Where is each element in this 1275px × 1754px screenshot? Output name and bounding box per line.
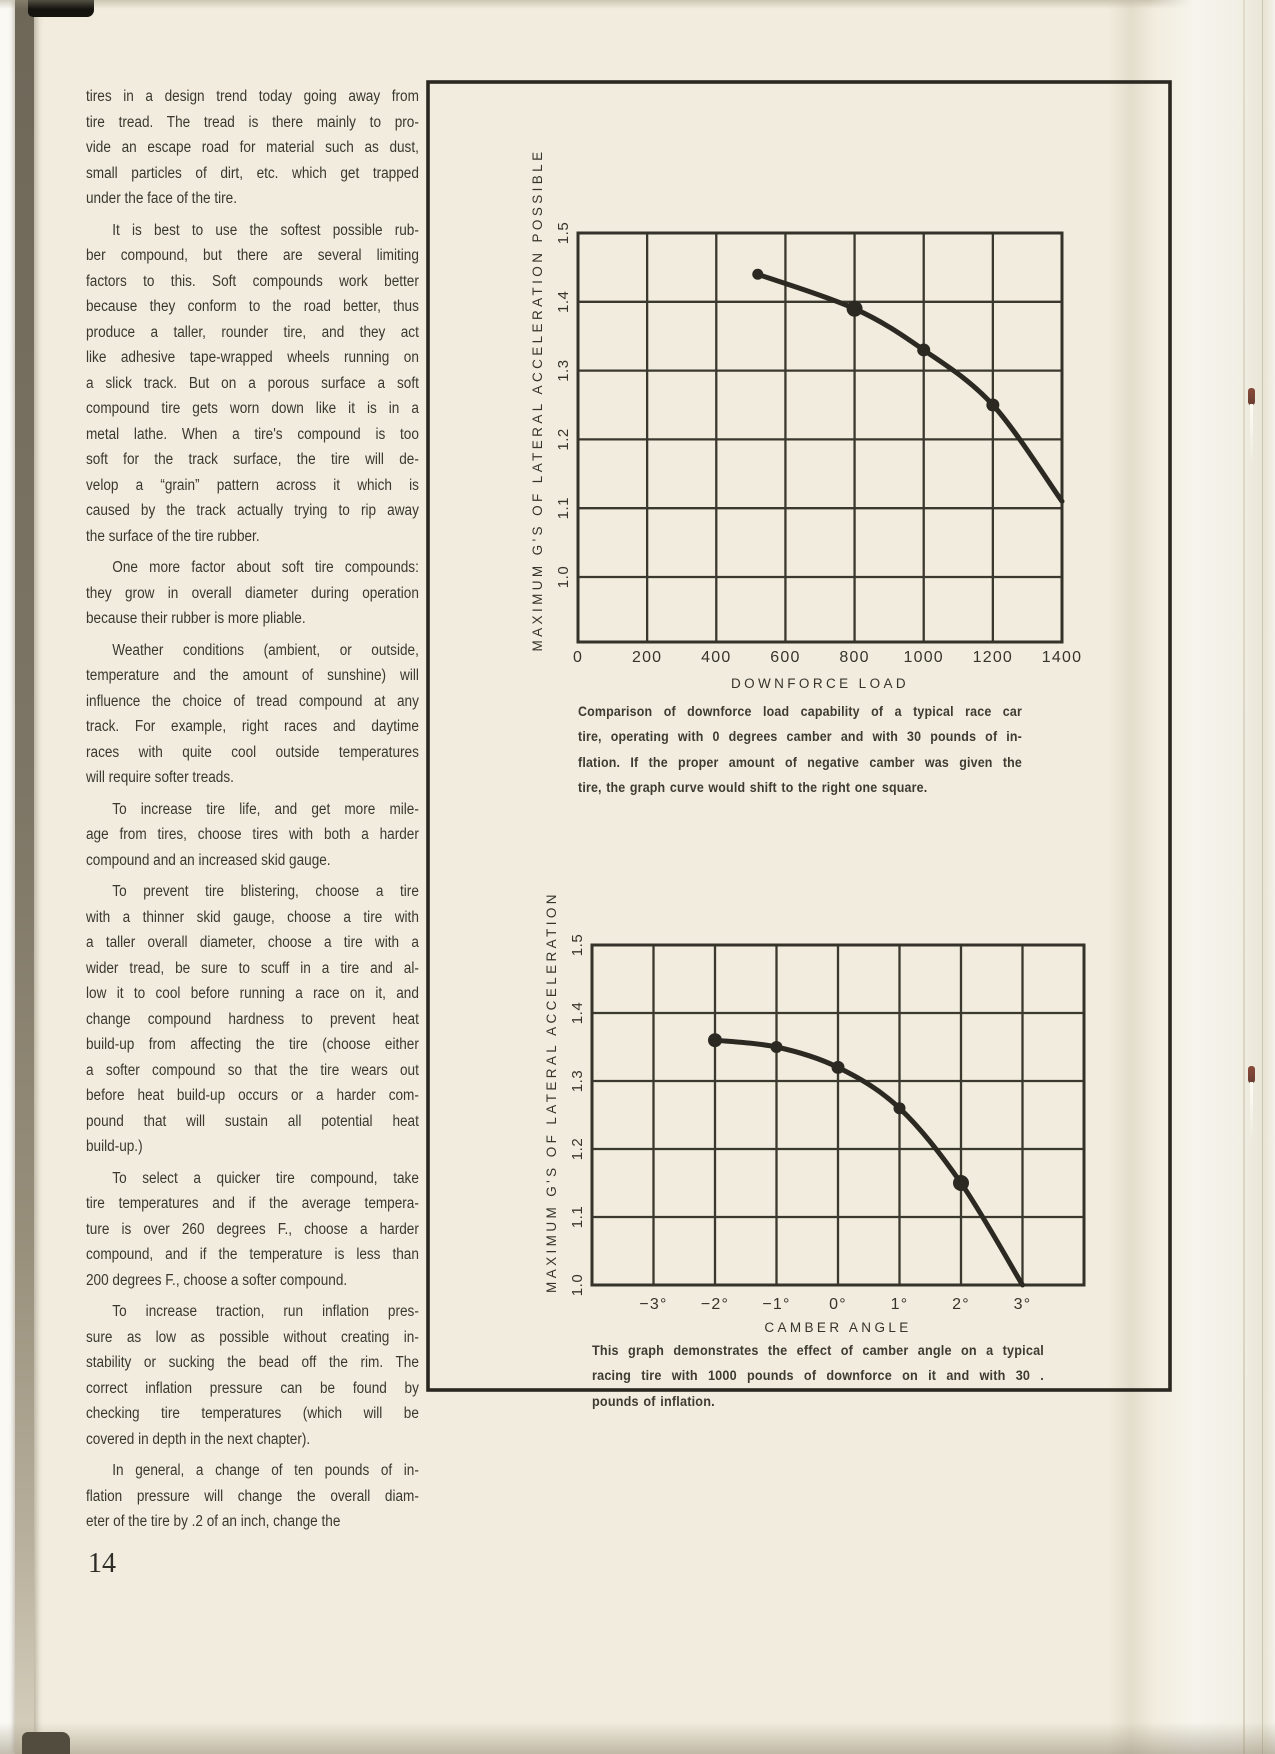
x-tick-label: 1400 <box>1041 649 1083 666</box>
x-axis-title: DOWNFORCE LOAD <box>730 676 910 691</box>
text-line: because their rubber is more pliable. <box>86 610 306 627</box>
x-tick-label: 600 <box>770 649 801 666</box>
y-axis-title: MAXIMUM G'S OF LATERAL ACCELERATION POSSIBLE <box>530 148 545 652</box>
y-tick-label: 1.2 <box>555 428 572 451</box>
text-line: they grow in overall diameter during operation <box>86 584 419 602</box>
data-point <box>917 343 930 356</box>
text-line: a softer compound so that the tire wears out <box>86 1061 419 1079</box>
data-point <box>771 1041 783 1053</box>
text-line: a slick track. But on a porous surface a soft <box>86 374 419 392</box>
text-line: flation pressure will change the overall diam- <box>86 1487 419 1505</box>
text-line: pound that will sustain all potential heat <box>86 1112 419 1130</box>
x-tick-label: 1000 <box>903 649 944 666</box>
data-point <box>708 1033 722 1047</box>
text-line: factors to this. Soft compounds work better <box>86 272 419 290</box>
caption-line: tire, operating with 0 degrees camber and with 30 pounds of in- <box>578 728 1022 745</box>
text-line: velop a “grain” pattern across it which is <box>86 476 419 494</box>
y-tick-label: 1.3 <box>569 1069 586 1093</box>
x-tick-label: 1200 <box>972 649 1014 666</box>
x-tick-label: 800 <box>839 649 870 666</box>
y-tick-label: 1.3 <box>555 359 572 382</box>
text-line: compound and an increased skid gauge. <box>86 851 331 869</box>
x-tick-label: −2° <box>700 1296 730 1313</box>
caption-line: Comparison of downforce load capability of a typical race car <box>578 703 1022 719</box>
text-line: metal lathe. When a tire's compound is too <box>86 425 419 443</box>
data-point <box>894 1102 906 1114</box>
text-line: eter of the tire by .2 of an inch, change the <box>86 1513 341 1530</box>
text-line: small particles of dirt, etc. which get trapped <box>86 164 419 182</box>
y-axis-title: MAXIMUM G'S OF LATERAL ACCELERATION <box>544 891 559 1293</box>
text-line: caused by the track actually trying to rip away <box>86 502 419 519</box>
data-point <box>832 1061 845 1074</box>
data-curve <box>758 274 1062 501</box>
x-tick-label: 200 <box>631 649 663 666</box>
y-tick-label: 1.4 <box>569 1001 586 1025</box>
text-line: To increase tire life, and get more mile- <box>112 800 419 818</box>
x-tick-label: −3° <box>639 1296 668 1313</box>
text-line: with a thinner skid gauge, choose a tire with <box>86 908 419 926</box>
text-line: compound, and if the temperature is less than <box>86 1246 419 1263</box>
text-line: a taller overall diameter, choose a tire with a <box>86 934 419 951</box>
x-tick-label: −1° <box>762 1296 791 1313</box>
text-line: like adhesive tape-wrapped wheels running on <box>86 349 419 366</box>
text-line: will require softer treads. <box>86 769 234 786</box>
text-line: In general, a change of ten pounds of in- <box>112 1462 419 1479</box>
text-line: Weather conditions (ambient, or outside, <box>112 641 419 659</box>
caption-downforce-chart <box>578 699 1022 800</box>
caption-line: racing tire with 1000 pounds of downforce on it and with 30 . <box>592 1367 1044 1384</box>
text-line: under the face of the tire. <box>86 190 237 207</box>
text-line: 200 degrees F., choose a softer compound. <box>86 1271 348 1289</box>
text-line: sure as low as possible without creating in- <box>86 1328 419 1346</box>
text-line: tire temperatures and if the average tempera- <box>86 1195 419 1212</box>
text-line: build-up.) <box>86 1138 143 1155</box>
page-number: 14 <box>88 1548 116 1579</box>
text-line: age from tires, choose tires with both a harder <box>86 826 419 843</box>
data-curve <box>715 1040 1023 1285</box>
data-point <box>953 1175 969 1191</box>
text-line: correct inflation pressure can be found by <box>86 1379 419 1397</box>
text-line: the surface of the tire rubber. <box>86 527 260 545</box>
y-tick-label: 1.1 <box>555 497 572 520</box>
text-line: covered in depth in the next chapter). <box>86 1430 311 1448</box>
text-line: soft for the track surface, the tire will de- <box>86 451 419 468</box>
y-tick-label: 1.0 <box>555 565 572 589</box>
x-tick-label: 0 <box>572 649 584 666</box>
text-line: checking tire temperatures (which will be <box>86 1405 419 1422</box>
text-line: To select a quicker tire compound, take <box>112 1169 419 1187</box>
data-point <box>847 301 863 317</box>
x-tick-label: 400 <box>701 649 732 666</box>
caption-line: flation. If the proper amount of negative camber was given the <box>578 753 1022 770</box>
text-line: ber compound, but there are several limiting <box>86 247 419 264</box>
text-line: To increase traction, run inflation pres- <box>112 1303 419 1320</box>
y-tick-label: 1.1 <box>569 1205 586 1229</box>
text-line: low it to cool before running a race on it, and <box>86 985 419 1002</box>
text-line: It is best to use the softest possible rub- <box>112 221 419 239</box>
text-line: ture is over 260 degrees F., choose a harder <box>86 1220 419 1238</box>
text-line: before heat build-up occurs or a harder com- <box>86 1087 419 1104</box>
caption-line: This graph demonstrates the effect of camber angle on a typical <box>592 1342 1044 1358</box>
x-tick-label: 1° <box>890 1296 909 1313</box>
x-tick-label: 0° <box>829 1296 847 1313</box>
data-point <box>752 269 763 280</box>
y-tick-label: 1.4 <box>555 290 572 313</box>
text-line: One more factor about soft tire compounds: <box>112 559 419 576</box>
x-tick-label: 2° <box>952 1296 970 1313</box>
text-line: vide an escape road for material such as dust, <box>86 139 419 156</box>
text-line: temperature and the amount of sunshine) will <box>86 667 419 684</box>
y-tick-label: 1.0 <box>569 1273 586 1297</box>
x-axis-title: CAMBER ANGLE <box>764 1320 912 1335</box>
text-line: change compound hardness to prevent heat <box>86 1010 419 1028</box>
caption-camber-chart <box>592 1338 1044 1414</box>
text-line: stability or sucking the bead off the rim. The <box>86 1354 419 1371</box>
text-line: compound tire gets worn down like it is in a <box>86 400 419 417</box>
y-tick-label: 1.2 <box>569 1137 586 1161</box>
caption-line: pounds of inflation. <box>592 1392 715 1409</box>
caption-line: tire, the graph curve would shift to the right one square. <box>578 778 928 795</box>
data-point <box>986 399 999 412</box>
text-line: races with quite cool outside temperatures <box>86 743 419 761</box>
y-tick-label: 1.5 <box>555 221 572 245</box>
text-line: produce a taller, rounder tire, and they act <box>86 323 419 341</box>
text-line: because they conform to the road better, thus <box>86 298 419 315</box>
text-line: tire tread. The tread is there mainly to pro- <box>86 113 419 131</box>
text-line: To prevent tire blistering, choose a tire <box>112 883 419 900</box>
text-line: wider tread, be sure to scuff in a tire and al- <box>86 959 419 977</box>
x-tick-label: 3° <box>1013 1296 1032 1313</box>
text-line: track. For example, right races and daytime <box>86 718 419 735</box>
text-line: build-up from affecting the tire (choose either <box>86 1036 419 1053</box>
text-line: influence the choice of tread compound at any <box>86 692 419 710</box>
text-line: tires in a design trend today going away from <box>86 88 419 105</box>
y-tick-label: 1.5 <box>569 933 586 957</box>
